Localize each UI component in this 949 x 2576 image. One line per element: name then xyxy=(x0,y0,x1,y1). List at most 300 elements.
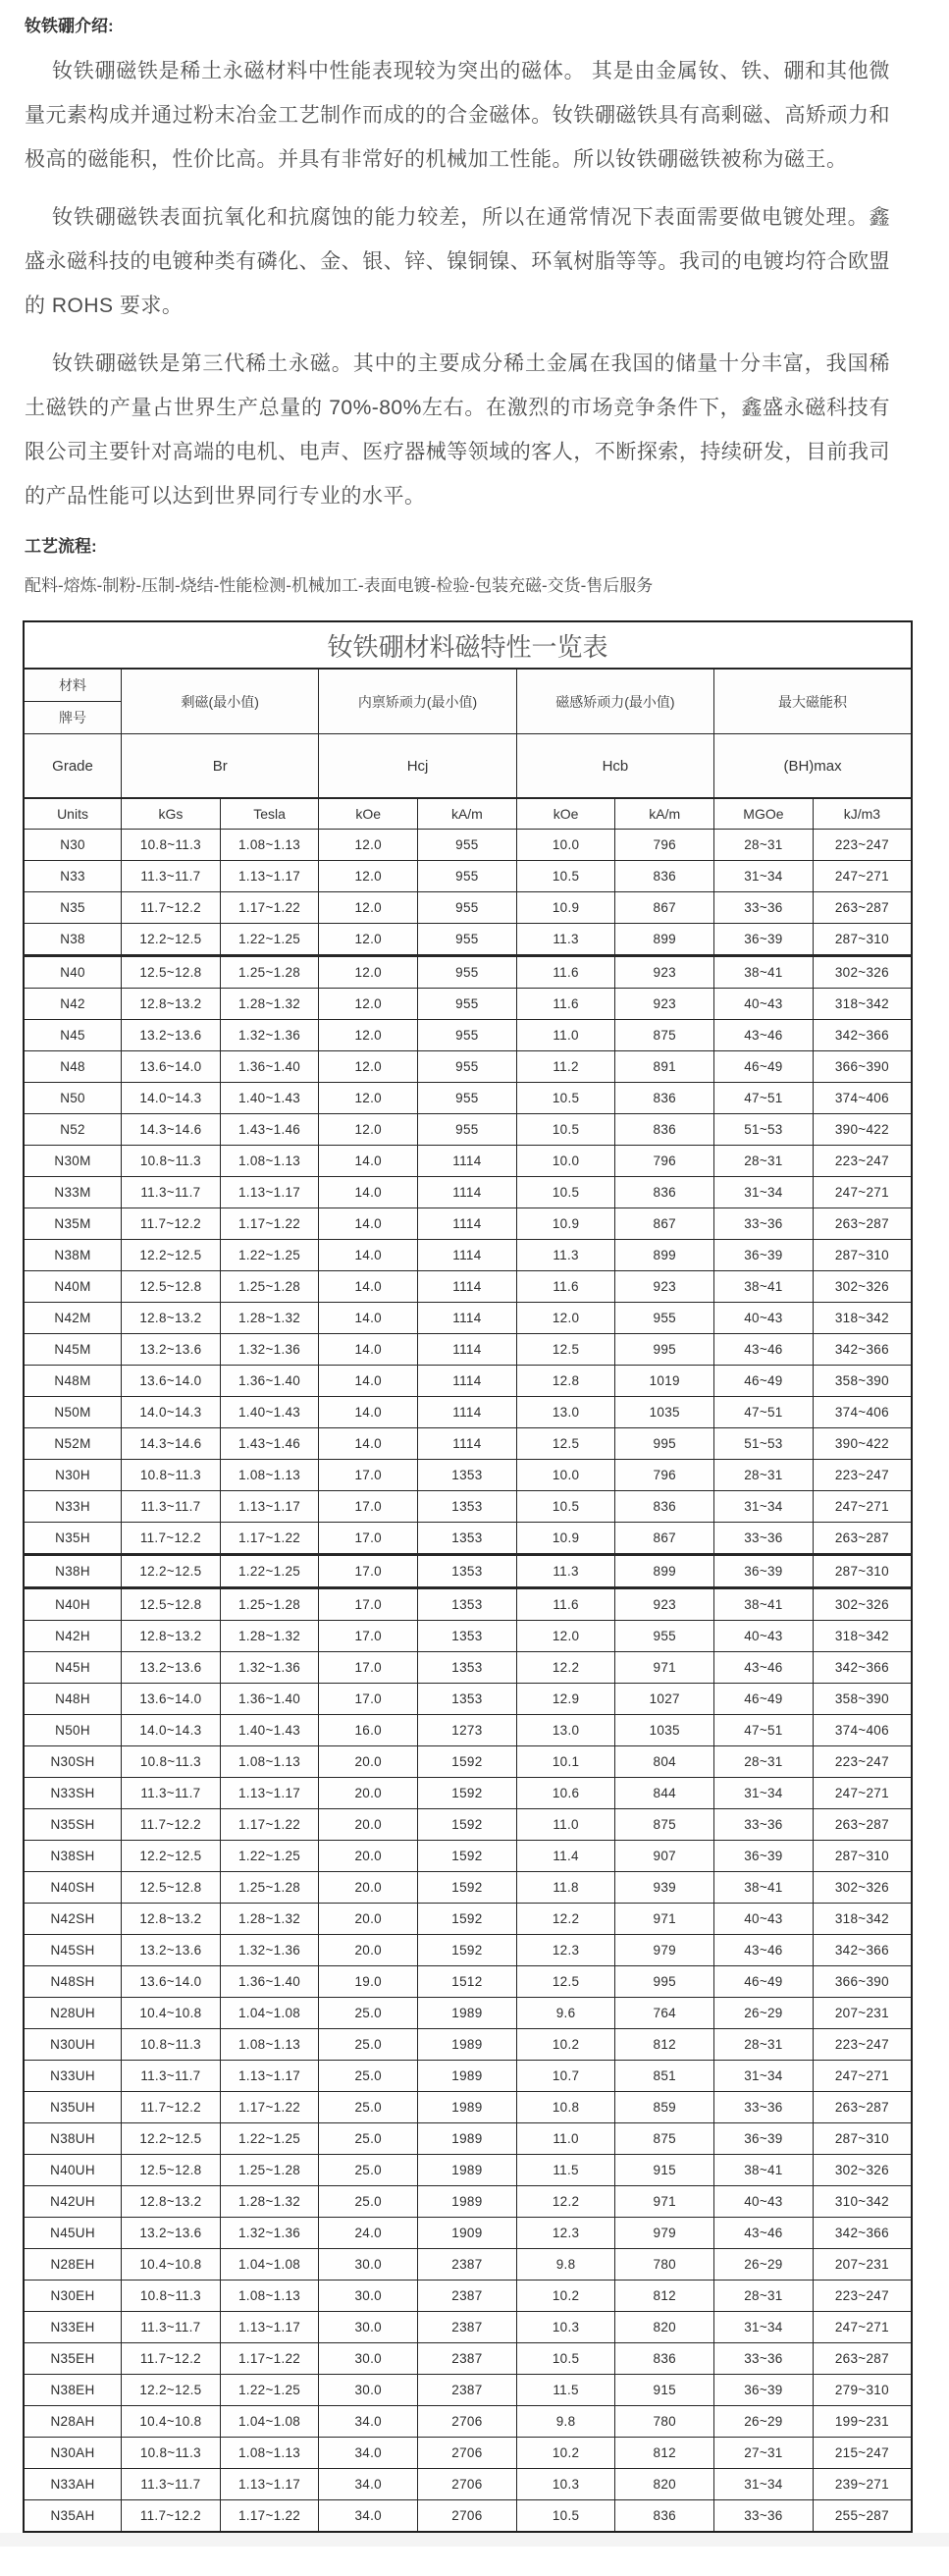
grade-cell: N48 xyxy=(24,1051,122,1083)
table-title-row xyxy=(24,621,912,669)
value-cell: 36~39 xyxy=(714,924,814,956)
value-cell: 247~271 xyxy=(813,1491,912,1523)
value-cell: 867 xyxy=(615,892,714,924)
grade-cell: N28AH xyxy=(24,2406,122,2438)
value-cell: 46~49 xyxy=(714,1366,814,1397)
value-cell: 875 xyxy=(615,1809,714,1841)
value-cell: 1989 xyxy=(418,2092,517,2123)
value-cell: 302~326 xyxy=(813,1588,912,1621)
value-cell: 836 xyxy=(615,2343,714,2375)
value-cell: 40~43 xyxy=(714,1904,814,1935)
value-cell: 955 xyxy=(418,989,517,1020)
value-cell: 342~366 xyxy=(813,1935,912,1966)
grade-cell: N38 xyxy=(24,924,122,956)
value-cell: 31~34 xyxy=(714,2312,814,2343)
unit-kam-hcj: kA/m xyxy=(418,798,517,830)
value-cell: 12.0 xyxy=(319,1083,418,1114)
value-cell: 1.36~1.40 xyxy=(220,1051,319,1083)
value-cell: 10.8~11.3 xyxy=(122,1746,221,1778)
value-cell: 796 xyxy=(615,1146,714,1177)
value-cell: 875 xyxy=(615,1020,714,1051)
value-cell: 955 xyxy=(418,1051,517,1083)
value-cell: 25.0 xyxy=(319,1998,418,2029)
value-cell: 36~39 xyxy=(714,1841,814,1872)
value-cell: 1.08~1.13 xyxy=(220,830,319,861)
value-cell: 971 xyxy=(615,2186,714,2218)
value-cell: 43~46 xyxy=(714,1652,814,1684)
unit-kjm3: kJ/m3 xyxy=(813,798,912,830)
value-cell: 255~287 xyxy=(813,2500,912,2533)
header-symbol-row xyxy=(24,734,912,799)
value-cell: 11.6 xyxy=(516,956,615,989)
value-cell: 1909 xyxy=(418,2218,517,2249)
value-cell: 11.7~12.2 xyxy=(122,1809,221,1841)
table-row xyxy=(24,1208,912,1240)
value-cell: 1.28~1.32 xyxy=(220,989,319,1020)
grade-cell: N52M xyxy=(24,1428,122,1460)
value-cell: 836 xyxy=(615,861,714,892)
value-cell: 14.0~14.3 xyxy=(122,1715,221,1746)
header-br: Br xyxy=(122,734,319,799)
value-cell: 1592 xyxy=(418,1841,517,1872)
unit-label: Units xyxy=(24,798,122,830)
value-cell: 31~34 xyxy=(714,1491,814,1523)
value-cell: 10.5 xyxy=(516,1491,615,1523)
value-cell: 247~271 xyxy=(813,1177,912,1208)
value-cell: 40~43 xyxy=(714,989,814,1020)
value-cell: 374~406 xyxy=(813,1083,912,1114)
grade-cell: N38M xyxy=(24,1240,122,1271)
grade-cell: N30M xyxy=(24,1146,122,1177)
value-cell: 342~366 xyxy=(813,1334,912,1366)
value-cell: 820 xyxy=(615,2312,714,2343)
value-cell: 1592 xyxy=(418,1935,517,1966)
value-cell: 1114 xyxy=(418,1177,517,1208)
header-intrinsic-coercivity: 内禀矫顽力(最小值) xyxy=(319,669,516,734)
value-cell: 25.0 xyxy=(319,2029,418,2061)
value-cell: 11.0 xyxy=(516,1809,615,1841)
grade-cell: N40UH xyxy=(24,2155,122,2186)
value-cell: 1027 xyxy=(615,1684,714,1715)
value-cell: 43~46 xyxy=(714,1020,814,1051)
value-cell: 2706 xyxy=(418,2500,517,2533)
grade-cell: N38EH xyxy=(24,2375,122,2406)
value-cell: 11.3 xyxy=(516,1555,615,1588)
value-cell: 47~51 xyxy=(714,1397,814,1428)
value-cell: 923 xyxy=(615,1271,714,1303)
value-cell: 1.22~1.25 xyxy=(220,1240,319,1271)
value-cell: 11.3~11.7 xyxy=(122,2312,221,2343)
value-cell: 12.0 xyxy=(516,1303,615,1334)
value-cell: 11.5 xyxy=(516,2375,615,2406)
value-cell: 899 xyxy=(615,1555,714,1588)
unit-koe-hcb: kOe xyxy=(516,798,615,830)
value-cell: 33~36 xyxy=(714,2343,814,2375)
header-group-row-1 xyxy=(24,669,912,702)
grade-cell: N48M xyxy=(24,1366,122,1397)
header-grade: Grade xyxy=(24,734,122,799)
value-cell: 1035 xyxy=(615,1397,714,1428)
value-cell: 875 xyxy=(615,2123,714,2155)
value-cell: 33~36 xyxy=(714,1208,814,1240)
value-cell: 1353 xyxy=(418,1621,517,1652)
value-cell: 10.2 xyxy=(516,2029,615,2061)
value-cell: 17.0 xyxy=(319,1652,418,1684)
value-cell: 1.08~1.13 xyxy=(220,2029,319,2061)
value-cell: 13.2~13.6 xyxy=(122,1020,221,1051)
value-cell: 11.3~11.7 xyxy=(122,2061,221,2092)
value-cell: 13.6~14.0 xyxy=(122,1966,221,1998)
value-cell: 11.3 xyxy=(516,924,615,956)
value-cell: 30.0 xyxy=(319,2249,418,2281)
intro-paragraph-3: 钕铁硼磁铁是第三代稀土永磁。其中的主要成分稀土金属在我国的储量十分丰富，我国稀土磁铁的产量占世界生产总量的 70%-80%左右。在激烈的市场竞争条件下，鑫盛永磁科技有限公司主要针对高端的电机、电声、医疗器械等领域的客人，不断探索，持续研发，目前我司的产品性能可以达到世界同行专业的水平。 xyxy=(25,352,890,508)
value-cell: 2706 xyxy=(418,2406,517,2438)
value-cell: 12.2~12.5 xyxy=(122,924,221,956)
value-cell: 867 xyxy=(615,1208,714,1240)
value-cell: 358~390 xyxy=(813,1684,912,1715)
value-cell: 20.0 xyxy=(319,1935,418,1966)
value-cell: 11.6 xyxy=(516,989,615,1020)
table-row xyxy=(24,1652,912,1684)
header-hcj: Hcj xyxy=(319,734,516,799)
value-cell: 1.13~1.17 xyxy=(220,2469,319,2500)
unit-tesla: Tesla xyxy=(220,798,319,830)
table-row xyxy=(24,2249,912,2281)
value-cell: 796 xyxy=(615,1460,714,1491)
value-cell: 1.17~1.22 xyxy=(220,892,319,924)
value-cell: 10.6 xyxy=(516,1778,615,1809)
table-row xyxy=(24,2438,912,2469)
grade-cell: N38UH xyxy=(24,2123,122,2155)
value-cell: 12.2~12.5 xyxy=(122,1555,221,1588)
grade-cell: N50 xyxy=(24,1083,122,1114)
value-cell: 851 xyxy=(615,2061,714,2092)
grade-cell: N42 xyxy=(24,989,122,1020)
value-cell: 12.2~12.5 xyxy=(122,2375,221,2406)
value-cell: 20.0 xyxy=(319,1904,418,1935)
value-cell: 318~342 xyxy=(813,1303,912,1334)
value-cell: 1.04~1.08 xyxy=(220,1998,319,2029)
value-cell: 38~41 xyxy=(714,1872,814,1904)
value-cell: 47~51 xyxy=(714,1715,814,1746)
value-cell: 14.0 xyxy=(319,1303,418,1334)
value-cell: 10.8~11.3 xyxy=(122,1146,221,1177)
value-cell: 12.2 xyxy=(516,2186,615,2218)
value-cell: 38~41 xyxy=(714,1588,814,1621)
value-cell: 1.28~1.32 xyxy=(220,1303,319,1334)
value-cell: 955 xyxy=(418,830,517,861)
grade-cell: N40M xyxy=(24,1271,122,1303)
table-row xyxy=(24,2469,912,2500)
value-cell: 1353 xyxy=(418,1684,517,1715)
value-cell: 302~326 xyxy=(813,1271,912,1303)
value-cell: 13.0 xyxy=(516,1715,615,1746)
value-cell: 34.0 xyxy=(319,2406,418,2438)
table-row xyxy=(24,1684,912,1715)
value-cell: 318~342 xyxy=(813,1621,912,1652)
value-cell: 318~342 xyxy=(813,1904,912,1935)
value-cell: 11.3~11.7 xyxy=(122,2469,221,2500)
table-row xyxy=(24,2061,912,2092)
value-cell: 11.8 xyxy=(516,1872,615,1904)
table-row xyxy=(24,1020,912,1051)
table-row xyxy=(24,1177,912,1208)
value-cell: 2387 xyxy=(418,2343,517,2375)
value-cell: 939 xyxy=(615,1872,714,1904)
grade-cell: N40H xyxy=(24,1588,122,1621)
value-cell: 13.0 xyxy=(516,1397,615,1428)
grade-cell: N50M xyxy=(24,1397,122,1428)
value-cell: 12.5 xyxy=(516,1334,615,1366)
value-cell: 955 xyxy=(418,1020,517,1051)
value-cell: 10.0 xyxy=(516,1146,615,1177)
value-cell: 1.32~1.36 xyxy=(220,1020,319,1051)
header-hcb: Hcb xyxy=(516,734,713,799)
value-cell: 12.8~13.2 xyxy=(122,1904,221,1935)
value-cell: 867 xyxy=(615,1523,714,1555)
value-cell: 239~271 xyxy=(813,2469,912,2500)
value-cell: 13.2~13.6 xyxy=(122,1652,221,1684)
value-cell: 971 xyxy=(615,1652,714,1684)
value-cell: 43~46 xyxy=(714,2218,814,2249)
value-cell: 10.8~11.3 xyxy=(122,2438,221,2469)
value-cell: 796 xyxy=(615,830,714,861)
value-cell: 1.08~1.13 xyxy=(220,2438,319,2469)
value-cell: 955 xyxy=(418,892,517,924)
value-cell: 1.36~1.40 xyxy=(220,1366,319,1397)
value-cell: 1114 xyxy=(418,1397,517,1428)
value-cell: 20.0 xyxy=(319,1778,418,1809)
value-cell: 11.6 xyxy=(516,1588,615,1621)
value-cell: 30.0 xyxy=(319,2343,418,2375)
value-cell: 10.5 xyxy=(516,861,615,892)
grade-cell: N30H xyxy=(24,1460,122,1491)
value-cell: 12.5~12.8 xyxy=(122,956,221,989)
value-cell: 302~326 xyxy=(813,1872,912,1904)
value-cell: 1.22~1.25 xyxy=(220,1841,319,1872)
unit-kam-hcb: kA/m xyxy=(615,798,714,830)
value-cell: 10.0 xyxy=(516,1460,615,1491)
value-cell: 20.0 xyxy=(319,1809,418,1841)
value-cell: 10.5 xyxy=(516,2343,615,2375)
value-cell: 995 xyxy=(615,1334,714,1366)
table-row xyxy=(24,2375,912,2406)
table-row xyxy=(24,2281,912,2312)
value-cell: 836 xyxy=(615,1491,714,1523)
table-row xyxy=(24,1083,912,1114)
process-flow-text: 配料-熔炼-制粉-压制-烧结-性能检测-机械加工-表面电镀-检验-包装充磁-交货-售后服务 xyxy=(25,576,654,595)
value-cell: 2387 xyxy=(418,2312,517,2343)
value-cell: 30.0 xyxy=(319,2312,418,2343)
value-cell: 207~231 xyxy=(813,1998,912,2029)
unit-mgoe: MGOe xyxy=(714,798,814,830)
value-cell: 263~287 xyxy=(813,2343,912,2375)
value-cell: 10.3 xyxy=(516,2312,615,2343)
value-cell: 1353 xyxy=(418,1523,517,1555)
value-cell: 10.9 xyxy=(516,1523,615,1555)
spec-table-header xyxy=(24,621,912,830)
value-cell: 1.32~1.36 xyxy=(220,1334,319,1366)
value-cell: 13.2~13.6 xyxy=(122,1334,221,1366)
value-cell: 11.0 xyxy=(516,2123,615,2155)
value-cell: 979 xyxy=(615,1935,714,1966)
value-cell: 923 xyxy=(615,1588,714,1621)
value-cell: 31~34 xyxy=(714,1177,814,1208)
value-cell: 342~366 xyxy=(813,1652,912,1684)
value-cell: 25.0 xyxy=(319,2186,418,2218)
value-cell: 10.8 xyxy=(516,2092,615,2123)
value-cell: 1.17~1.22 xyxy=(220,1523,319,1555)
value-cell: 26~29 xyxy=(714,2406,814,2438)
value-cell: 820 xyxy=(615,2469,714,2500)
value-cell: 1.28~1.32 xyxy=(220,2186,319,2218)
value-cell: 31~34 xyxy=(714,2061,814,2092)
table-row xyxy=(24,1240,912,1271)
table-row xyxy=(24,1746,912,1778)
process-heading: 工艺流程: xyxy=(25,537,97,556)
value-cell: 38~41 xyxy=(714,2155,814,2186)
value-cell: 1592 xyxy=(418,1746,517,1778)
value-cell: 12.8~13.2 xyxy=(122,989,221,1020)
value-cell: 223~247 xyxy=(813,830,912,861)
table-row xyxy=(24,1271,912,1303)
value-cell: 955 xyxy=(615,1303,714,1334)
value-cell: 46~49 xyxy=(714,1684,814,1715)
grade-cell: N30SH xyxy=(24,1746,122,1778)
value-cell: 390~422 xyxy=(813,1428,912,1460)
value-cell: 12.8~13.2 xyxy=(122,1621,221,1652)
value-cell: 1.25~1.28 xyxy=(220,1588,319,1621)
value-cell: 12.5~12.8 xyxy=(122,1588,221,1621)
value-cell: 1114 xyxy=(418,1428,517,1460)
value-cell: 1.40~1.43 xyxy=(220,1083,319,1114)
value-cell: 10.4~10.8 xyxy=(122,1998,221,2029)
value-cell: 17.0 xyxy=(319,1555,418,1588)
intro-section xyxy=(0,12,949,620)
value-cell: 979 xyxy=(615,2218,714,2249)
value-cell: 12.2 xyxy=(516,1904,615,1935)
value-cell: 12.5~12.8 xyxy=(122,2155,221,2186)
value-cell: 11.3~11.7 xyxy=(122,1177,221,1208)
intro-paragraph-2: 钕铁硼磁铁表面抗氧化和抗腐蚀的能力较差，所以在通常情况下表面需要做电镀处理。鑫盛永磁科技的电镀种类有磷化、金、银、锌、镍铜镍、环氧树脂等等。我司的电镀均符合欧盟的 ROHS 要求。 xyxy=(25,206,890,317)
value-cell: 1035 xyxy=(615,1715,714,1746)
value-cell: 34.0 xyxy=(319,2500,418,2533)
value-cell: 955 xyxy=(615,1621,714,1652)
value-cell: 812 xyxy=(615,2281,714,2312)
table-row xyxy=(24,1397,912,1428)
value-cell: 223~247 xyxy=(813,2029,912,2061)
value-cell: 28~31 xyxy=(714,1746,814,1778)
value-cell: 12.5 xyxy=(516,1966,615,1998)
table-row xyxy=(24,830,912,861)
grade-cell: N35 xyxy=(24,892,122,924)
value-cell: 14.0 xyxy=(319,1366,418,1397)
value-cell: 14.3~14.6 xyxy=(122,1428,221,1460)
page-bottom-strip xyxy=(0,2533,949,2547)
grade-cell: N28UH xyxy=(24,1998,122,2029)
value-cell: 38~41 xyxy=(714,956,814,989)
value-cell: 955 xyxy=(418,924,517,956)
value-cell: 12.0 xyxy=(319,830,418,861)
value-cell: 1592 xyxy=(418,1809,517,1841)
value-cell: 1.22~1.25 xyxy=(220,1555,319,1588)
value-cell: 780 xyxy=(615,2249,714,2281)
value-cell: 10.8~11.3 xyxy=(122,1460,221,1491)
grade-cell: N35AH xyxy=(24,2500,122,2533)
value-cell: 28~31 xyxy=(714,2281,814,2312)
value-cell: 11.2 xyxy=(516,1051,615,1083)
value-cell: 26~29 xyxy=(714,1998,814,2029)
table-row xyxy=(24,1998,912,2029)
value-cell: 812 xyxy=(615,2029,714,2061)
value-cell: 40~43 xyxy=(714,1621,814,1652)
value-cell: 1989 xyxy=(418,1998,517,2029)
value-cell: 1.08~1.13 xyxy=(220,1460,319,1491)
value-cell: 12.8~13.2 xyxy=(122,1303,221,1334)
value-cell: 28~31 xyxy=(714,1460,814,1491)
value-cell: 30.0 xyxy=(319,2375,418,2406)
value-cell: 36~39 xyxy=(714,1555,814,1588)
grade-cell: N42M xyxy=(24,1303,122,1334)
grade-cell: N40SH xyxy=(24,1872,122,1904)
value-cell: 10.8~11.3 xyxy=(122,830,221,861)
value-cell: 915 xyxy=(615,2155,714,2186)
value-cell: 12.3 xyxy=(516,1935,615,1966)
value-cell: 31~34 xyxy=(714,2469,814,2500)
table-row xyxy=(24,1303,912,1334)
value-cell: 10.5 xyxy=(516,1177,615,1208)
table-row xyxy=(24,1366,912,1397)
value-cell: 9.8 xyxy=(516,2249,615,2281)
table-row xyxy=(24,2500,912,2533)
value-cell: 318~342 xyxy=(813,989,912,1020)
header-max-energy-product: 最大磁能积 xyxy=(714,669,912,734)
value-cell: 27~31 xyxy=(714,2438,814,2469)
value-cell: 995 xyxy=(615,1428,714,1460)
value-cell: 1.17~1.22 xyxy=(220,2500,319,2533)
value-cell: 10.5 xyxy=(516,1083,615,1114)
value-cell: 923 xyxy=(615,989,714,1020)
value-cell: 13.2~13.6 xyxy=(122,1935,221,1966)
value-cell: 14.0 xyxy=(319,1177,418,1208)
value-cell: 1.04~1.08 xyxy=(220,2406,319,2438)
table-row xyxy=(24,1872,912,1904)
value-cell: 223~247 xyxy=(813,2281,912,2312)
grade-cell: N42UH xyxy=(24,2186,122,2218)
value-cell: 955 xyxy=(418,1114,517,1146)
value-cell: 263~287 xyxy=(813,1523,912,1555)
value-cell: 287~310 xyxy=(813,1555,912,1588)
table-row xyxy=(24,1935,912,1966)
value-cell: 36~39 xyxy=(714,2123,814,2155)
value-cell: 1989 xyxy=(418,2123,517,2155)
value-cell: 899 xyxy=(615,924,714,956)
value-cell: 10.8~11.3 xyxy=(122,2281,221,2312)
grade-cell: N33H xyxy=(24,1491,122,1523)
value-cell: 11.3~11.7 xyxy=(122,1491,221,1523)
grade-cell: N33 xyxy=(24,861,122,892)
grade-cell: N45UH xyxy=(24,2218,122,2249)
value-cell: 19.0 xyxy=(319,1966,418,1998)
value-cell: 11.7~12.2 xyxy=(122,2343,221,2375)
value-cell: 199~231 xyxy=(813,2406,912,2438)
value-cell: 247~271 xyxy=(813,2061,912,2092)
value-cell: 279~310 xyxy=(813,2375,912,2406)
value-cell: 11.7~12.2 xyxy=(122,1208,221,1240)
value-cell: 10.4~10.8 xyxy=(122,2249,221,2281)
value-cell: 51~53 xyxy=(714,1428,814,1460)
value-cell: 1.08~1.13 xyxy=(220,1146,319,1177)
